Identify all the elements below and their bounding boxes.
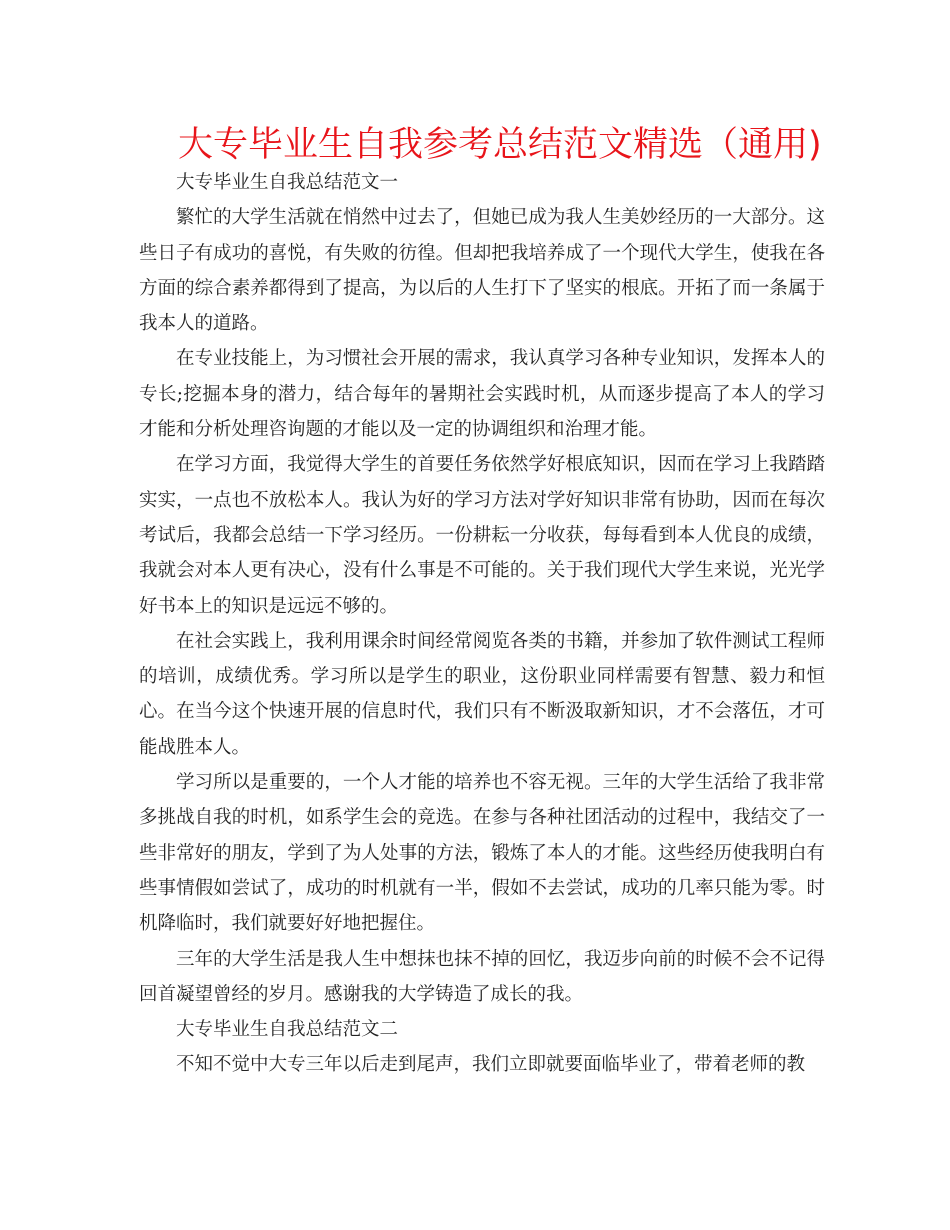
paragraph: 繁忙的大学生活就在悄然中过去了，但她已成为我人生美妙经历的一大部分。这些日子有成功的喜悦，有失败的彷徨。但却把我培养成了一个现代大学生，使我在各方面的综合素养都得到了提高，为以后的人生打下了坚实的根底。开拓了而一条属于我本人的道路。 [139,207,825,335]
document-title: 大专毕业生自我参考总结范文精选（通用) [178,125,822,165]
section-heading-1: 大专毕业生自我总结范文一 [176,172,399,193]
paragraph: 不知不觉中大专三年以后走到尾声，我们立即就要面临毕业了，带着老师的教 [176,1054,806,1076]
section-heading-2: 大专毕业生自我总结范文二 [176,1019,399,1041]
paragraph: 在社会实践上，我利用课余时间经常阅览各类的书籍，并参加了软件测试工程师的培训，成绩优秀。学习所以是学生的职业，这份职业同样需要有智慧、毅力和恒心。在当今这个快速开展的信息时代，我们只有不断汲取新知识，才不会落伍，才可能战胜本人。 [139,630,825,758]
paragraph: 在专业技能上，为习惯社会开展的需求，我认真学习各种专业知识，发挥本人的专长;挖掘本身的潜力，结合每年的暑期社会实践时机，从而逐步提高了本人的学习才能和分析处理咨询题的才能以及一定的协调组织和治理才能。 [139,348,825,441]
paragraph: 在学习方面，我觉得大学生的首要任务依然学好根底知识，因而在学习上我踏踏实实，一点也不放松本人。我认为好的学习方法对学好知识非常有协助，因而在每次考试后，我都会总结一下学习经历。一份耕耘一分收获，每每看到本人优良的成绩，我就会对本人更有决心，没有什么事是不可能的。关于我们现代大学生来说，光光学好书本上的知识是远远不够的。 [139,454,825,617]
document-body [139,165,825,1083]
paragraph: 学习所以是重要的，一个人才能的培养也不容无视。三年的大学生活给了我非常多挑战自我的时机，如系学生会的竞选。在参与各种社团活动的过程中，我结交了一些非常好的朋友，学到了为人处事的方法，锻炼了本人的才能。这些经历使我明白有些事情假如尝试了，成功的时机就有一半，假如不去尝试，成功的几率只能为零。时机降临时，我们就要好好地把握住。 [139,772,825,935]
paragraph: 三年的大学生活是我人生中想抹也抹不掉的回忆，我迈步向前的时候不会不记得回首凝望曾经的岁月。感谢我的大学铸造了成长的我。 [139,948,825,1005]
